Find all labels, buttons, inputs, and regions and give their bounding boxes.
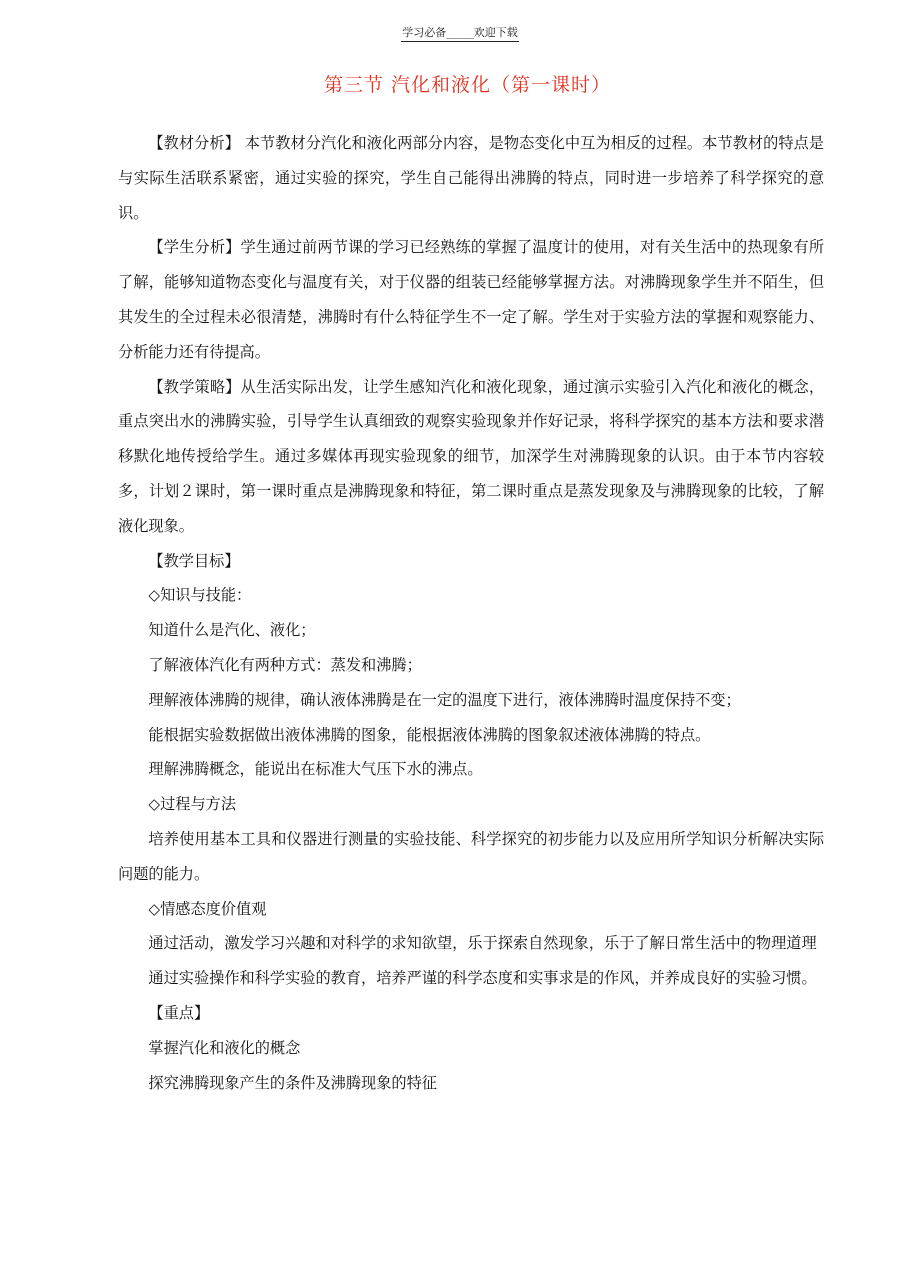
page-title: 第三节 汽化和液化（第一课时）	[323, 74, 612, 96]
teaching-strategy-paragraph: 【教学策略】从生活实际出发，让学生感知汽化和液化现象，通过演示实验引入汽化和液化的概念，重点突出水的沸腾实验，引导学生认真细致的观察实验现象并作好记录，将科学探究的基本方法和要求潜移默化地传授给学生。通过多媒体再现实验现象的细节，加深学生对沸腾现象的认识。由于本节内容较多，计划２课时，第一课时重点是沸腾现象和特征，第二课时重点是蒸发现象及与沸腾现象的比较，了解液化现象。	[118, 377, 824, 535]
attitude-item: 通过活动，激发学习兴趣和对科学的求知欲望，乐于探索自然现象，乐于了解日常生活中的物理道理	[148, 934, 817, 953]
header-text: 学习必备_____欢迎下载	[401, 26, 519, 42]
knowledge-item: 能根据实验数据做出液体沸腾的图象，能根据液体沸腾的图象叙述液体沸腾的特点。	[148, 725, 711, 744]
key-point-item: 掌握汽化和液化的概念	[148, 1038, 301, 1057]
knowledge-item: 理解液体沸腾的规律，确认液体沸腾是在一定的温度下进行，液体沸腾时温度保持不变；	[148, 690, 741, 709]
student-analysis-paragraph: 【学生分析】学生通过前两节课的学习已经熟练的掌握了温度计的使用，对有关生活中的热现象有所了解，能够知道物态变化与温度有关，对于仪器的组装已经能够掌握方法。对沸腾现象学生并不陌生，但其发生的全过程未必很清楚，沸腾时有什么特征学生不一定了解。学生对于实验方法的掌握和观察能力、分析能力还有待提高。	[118, 238, 824, 361]
knowledge-item: 知道什么是汽化、液化；	[148, 621, 316, 640]
document-body	[118, 126, 824, 1100]
material-analysis-paragraph: 【教材分析】 本节教材分汽化和液化两部分内容，是物态变化中互为相反的过程。本节教材的特点是与实际生活联系紧密，通过实验的探究，学生自己能得出沸腾的特点，同时进一步培养了科学探究的意识。	[118, 134, 824, 222]
key-point-item: 探究沸腾现象产生的条件及沸腾现象的特征	[148, 1073, 437, 1092]
process-method-text: 培养使用基本工具和仪器进行测量的实验技能、科学探究的初步能力以及应用所学知识分析解决实际问题的能力。	[118, 829, 824, 883]
knowledge-skills-heading: ◇知识与技能：	[148, 586, 252, 605]
objectives-heading: 【教学目标】	[148, 551, 240, 570]
process-method-heading: ◇过程与方法	[148, 795, 237, 814]
attitude-values-heading: ◇情感态度价值观	[148, 899, 267, 918]
knowledge-item: 了解液体汽化有两种方式：蒸发和沸腾；	[148, 655, 422, 674]
key-points-heading: 【重点】	[148, 1003, 210, 1022]
page-header	[0, 26, 920, 42]
attitude-item: 通过实验操作和科学实验的教育，培养严谨的科学态度和实事求是的作风，并养成良好的实验习惯。	[148, 969, 817, 988]
knowledge-item: 理解沸腾概念，能说出在标准大气压下水的沸点。	[148, 760, 483, 779]
